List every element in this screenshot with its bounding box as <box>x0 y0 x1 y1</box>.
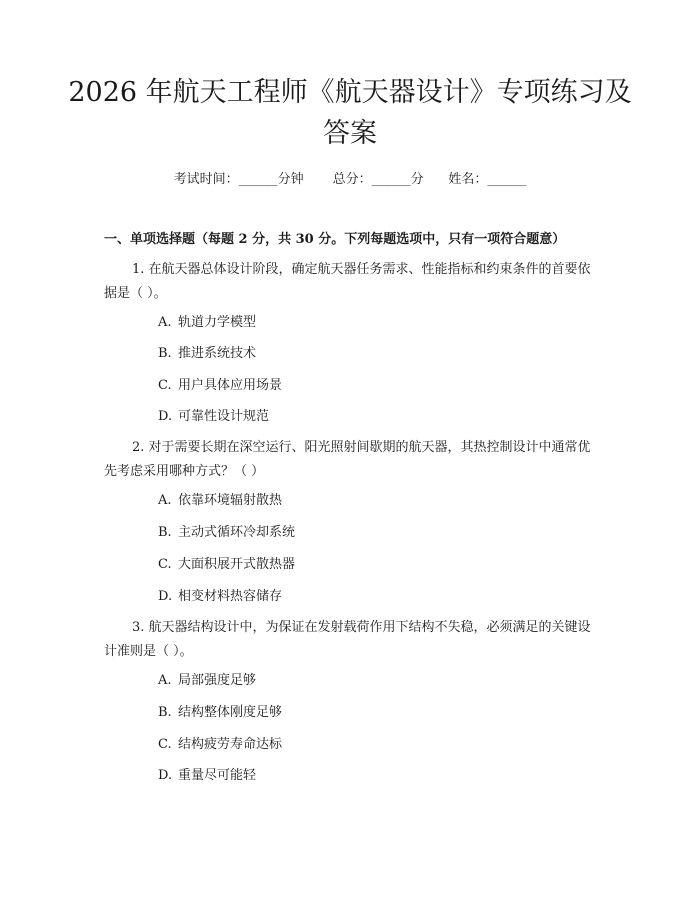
section-heading: 一、单项选择题（每题 2 分，共 30 分。下列每题选项中，只有一项符合题意） <box>104 232 566 247</box>
question-2: 2. 对于需要长期在深空运行、阳光照射间歇期的航天器，其热控制设计中通常优先考虑采用哪种方式？（ ） <box>104 440 591 479</box>
question-3-option-b[interactable] <box>158 704 282 722</box>
question-3-option-a[interactable] <box>158 672 256 690</box>
option-text: 可靠性设计规范 <box>178 409 270 424</box>
option-text: 局部强度足够 <box>178 673 257 688</box>
name-field: 姓名：______ <box>448 172 527 187</box>
option-letter: C. <box>158 737 172 752</box>
question-3: 3. 航天器结构设计中，为保证在发射载荷作用下结构不失稳，必须满足的关键设计准则是（ ）。 <box>104 620 591 659</box>
question-1-option-b[interactable] <box>158 345 256 363</box>
option-letter: A. <box>158 673 172 688</box>
option-letter: B. <box>158 346 172 361</box>
option-text: 结构疲劳寿命达标 <box>178 737 283 752</box>
question-1: 1. 在航天器总体设计阶段，确定航天器任务需求、性能指标和约束条件的首要依据是（ ）。 <box>104 262 591 301</box>
option-text: 主动式循环冷却系统 <box>178 525 296 540</box>
option-letter: D. <box>158 768 173 783</box>
option-text: 轨道力学模型 <box>178 315 257 330</box>
exam-time-field: 考试时间：______分钟 <box>173 172 304 187</box>
question-3-option-c[interactable] <box>158 736 282 754</box>
option-text: 大面积展开式散热器 <box>178 557 296 572</box>
option-text: 重量尽可能轻 <box>178 768 257 783</box>
question-1-option-c[interactable] <box>158 377 282 395</box>
option-letter: B. <box>158 525 172 540</box>
option-text: 依靠环境辐射散热 <box>178 493 283 508</box>
question-1-option-d[interactable] <box>158 408 269 426</box>
option-letter: D. <box>158 409 173 424</box>
option-text: 推进系统技术 <box>178 346 257 361</box>
question-2-option-b[interactable] <box>158 524 295 542</box>
option-letter: B. <box>158 705 172 720</box>
total-score-field: 总分：______分 <box>332 172 424 187</box>
exam-info-line <box>0 168 700 187</box>
option-letter: D. <box>158 589 173 604</box>
question-2-option-a[interactable] <box>158 492 282 510</box>
option-text: 相变材料热容储存 <box>178 589 283 604</box>
question-2-option-d[interactable] <box>158 588 282 606</box>
document-title: 2026 年航天工程师《航天器设计》专项练习及答案 <box>68 77 632 149</box>
option-letter: C. <box>158 557 172 572</box>
option-text: 结构整体刚度足够 <box>178 705 283 720</box>
question-3-option-d[interactable] <box>158 767 256 785</box>
question-1-option-a[interactable] <box>158 314 256 332</box>
option-letter: A. <box>158 315 172 330</box>
question-2-option-c[interactable] <box>158 556 295 574</box>
option-letter: C. <box>158 378 172 393</box>
option-letter: A. <box>158 493 172 508</box>
option-text: 用户具体应用场景 <box>178 378 283 393</box>
